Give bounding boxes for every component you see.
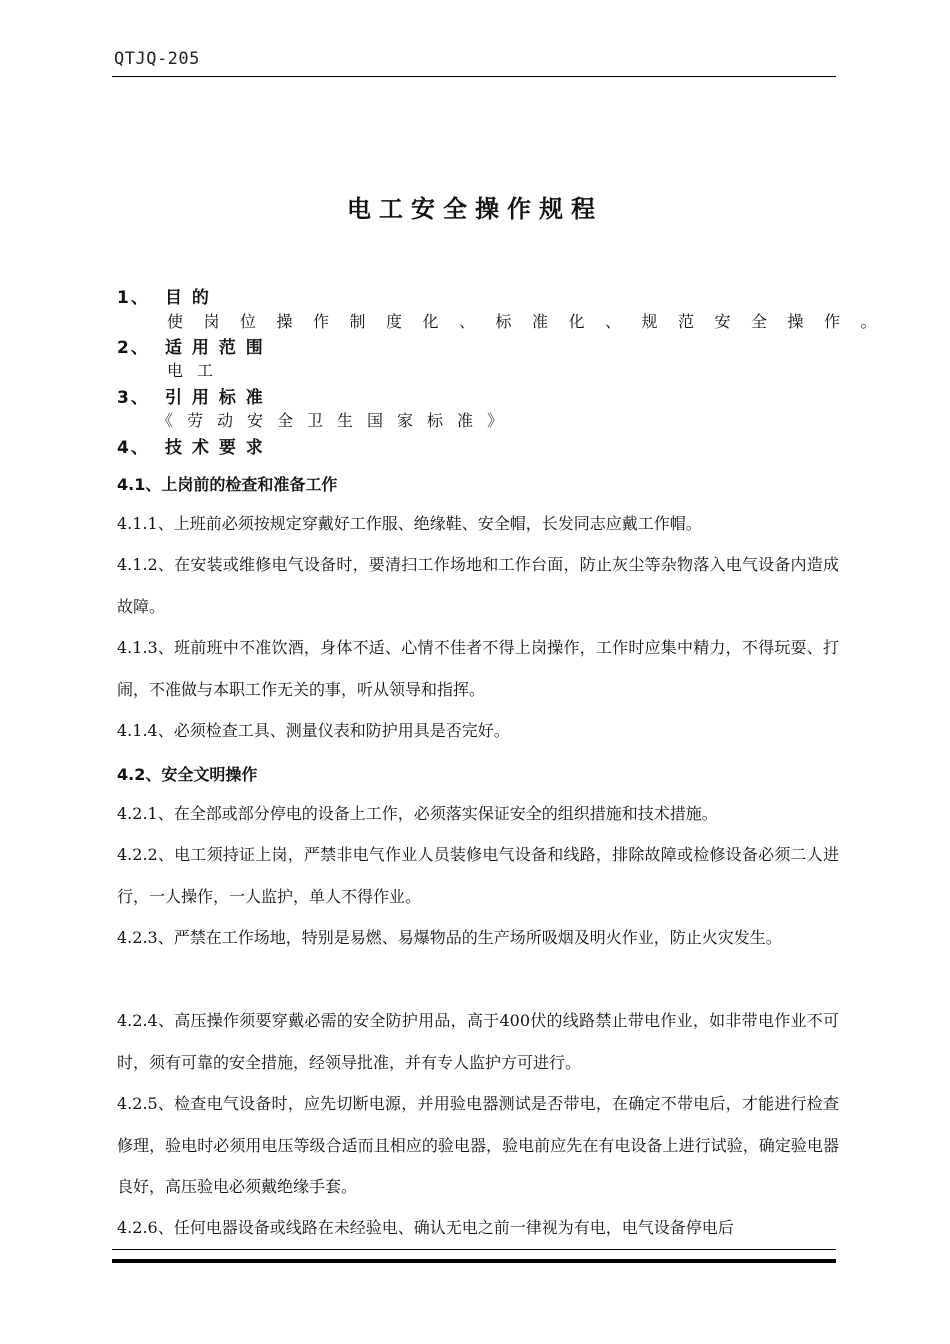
section-title: 技 术 要 求 [165, 438, 265, 458]
paragraph: 4.1.3、班前班中不准饮酒，身体不适、心情不佳者不得上岗操作，工作时应集中精力，不得玩耍、打闹，不准做与本职工作无关的事，听从领导和指挥。 [117, 638, 839, 699]
header-rule [112, 76, 836, 77]
footer-rule [112, 1249, 836, 1250]
section-title: 目 的 [165, 288, 211, 308]
section-body: 电工 [167, 361, 228, 380]
section-heading [117, 333, 265, 358]
section-number: 3、 [117, 388, 150, 408]
section-number: 4、 [117, 438, 150, 458]
subsection-heading: 4.2、安全文明操作 [117, 765, 258, 784]
paragraph: 4.1.2、在安装或维修电气设备时，要清扫工作场地和工作台面，防止灰尘等杂物落入电气设备内造成故障。 [117, 555, 839, 616]
paragraph: 4.2.6、任何电器设备或线路在未经验电、确认无电之前一律视为有电，电气设备停电后 [117, 1218, 734, 1237]
section-title: 引 用 标 准 [165, 388, 265, 408]
subsection-heading: 4.1、上岗前的检查和准备工作 [117, 475, 338, 494]
paragraph: 4.2.5、检查电气设备时，应先切断电源，并用验电器测试是否带电，在确定不带电后，才能进行检查修理，验电时必须用电压等级合适而且相应的验电器，验电前应先在有电设备上进行试验，确定验电器良好，高压验电必须戴绝缘手套。 [117, 1094, 839, 1196]
document-title: 电工安全操作规程 [347, 195, 603, 223]
section-number: 2、 [117, 338, 150, 358]
paragraph: 4.2.4、高压操作须要穿戴必需的安全防护用品，高于400伏的线路禁止带电作业，如非带电作业不可时，须有可靠的安全措施，经领导批准，并有专人监护方可进行。 [117, 1011, 839, 1072]
section-body: 使岗位操作制度化、标准化、规范安全操作。 [167, 312, 898, 331]
paragraph: 4.1.4、必须检查工具、测量仪表和防护用具是否完好。 [117, 721, 510, 740]
section-number: 1、 [117, 288, 150, 308]
section-heading [117, 433, 265, 458]
section-body: 《劳动安全卫生国家标准》 [157, 411, 518, 430]
paragraph: 4.1.1、上班前必须按规定穿戴好工作服、绝缘鞋、安全帽，长发同志应戴工作帽。 [117, 514, 702, 533]
section-title: 适 用 范 围 [165, 338, 265, 358]
paragraph: 4.2.2、电工须持证上岗，严禁非电气作业人员装修电气设备和线路，排除故障或检修设备必须二人进行，一人操作，一人监护，单人不得作业。 [117, 845, 839, 906]
paragraph: 4.2.3、严禁在工作场地，特别是易燃、易爆物品的生产场所吸烟及明火作业，防止火灾发生。 [117, 928, 782, 947]
paragraph: 4.2.1、在全部或部分停电的设备上工作，必须落实保证安全的组织措施和技术措施。 [117, 804, 718, 823]
document-code: QTJQ-205 [114, 49, 200, 69]
section-heading [117, 383, 265, 408]
footer-rule-thick [112, 1259, 836, 1263]
section-heading [117, 283, 211, 308]
